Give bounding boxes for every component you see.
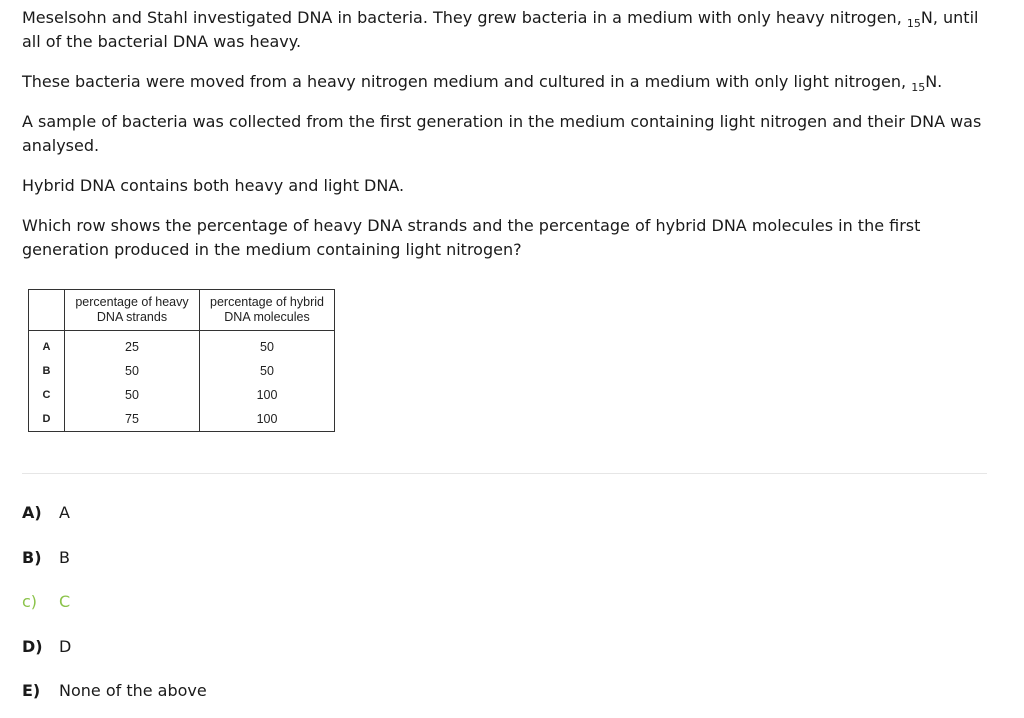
question-text [22, 6, 997, 278]
option-e[interactable] [22, 681, 207, 700]
option-letter: E) [22, 681, 41, 700]
option-text: D [59, 637, 72, 656]
table-row [29, 331, 335, 360]
cell-heavy: 25 [65, 331, 200, 360]
option-text: A [59, 503, 70, 522]
data-table [28, 289, 335, 432]
table-header-heavy: percentage of heavy DNA strands [65, 290, 200, 331]
table-header-empty [29, 290, 65, 331]
option-letter: B) [22, 548, 42, 567]
question-paragraph-3: A sample of bacteria was collected from the first generation in the medium containing light nitrogen and their DNA was analysed. [22, 112, 982, 155]
option-text: C [59, 592, 71, 611]
cell-hybrid: 100 [200, 383, 335, 407]
question-paragraph-2: These bacteria were moved from a heavy nitrogen medium and cultured in a medium with only light nitrogen, $_{15}$N. [22, 72, 943, 95]
section-divider [22, 473, 987, 474]
option-text: B [59, 548, 70, 567]
table-header-hybrid: percentage of hybrid DNA molecules [200, 290, 335, 331]
question-paragraph-5: Which row shows the percentage of heavy DNA strands and the percentage of hybrid DNA molecules in the first generation produced in the medium containing light nitrogen? [22, 216, 921, 259]
question-paragraph-4: Hybrid DNA contains both heavy and light DNA. [22, 176, 405, 195]
table-row [29, 359, 335, 383]
option-b[interactable] [22, 548, 70, 567]
option-letter: c) [22, 592, 38, 611]
option-a[interactable] [22, 503, 70, 522]
cell-hybrid: 100 [200, 407, 335, 432]
question-paragraph-1: Meselsohn and Stahl investigated DNA in bacteria. They grew bacteria in a medium with only heavy nitrogen, $_{15}$N, until all of the bacterial DNA was heavy. [22, 8, 979, 51]
cell-heavy: 50 [65, 359, 200, 383]
row-label: C [29, 383, 65, 407]
table-row [29, 407, 335, 432]
option-letter: D) [22, 637, 43, 656]
row-label: A [29, 331, 65, 360]
option-c-correct[interactable] [22, 592, 70, 611]
table-header-row [29, 290, 335, 331]
option-d[interactable] [22, 637, 71, 656]
row-label: B [29, 359, 65, 383]
row-label: D [29, 407, 65, 432]
cell-hybrid: 50 [200, 359, 335, 383]
cell-hybrid: 50 [200, 331, 335, 360]
option-text: None of the above [59, 681, 207, 700]
option-letter: A) [22, 503, 42, 522]
cell-heavy: 50 [65, 383, 200, 407]
table-row [29, 383, 335, 407]
cell-heavy: 75 [65, 407, 200, 432]
